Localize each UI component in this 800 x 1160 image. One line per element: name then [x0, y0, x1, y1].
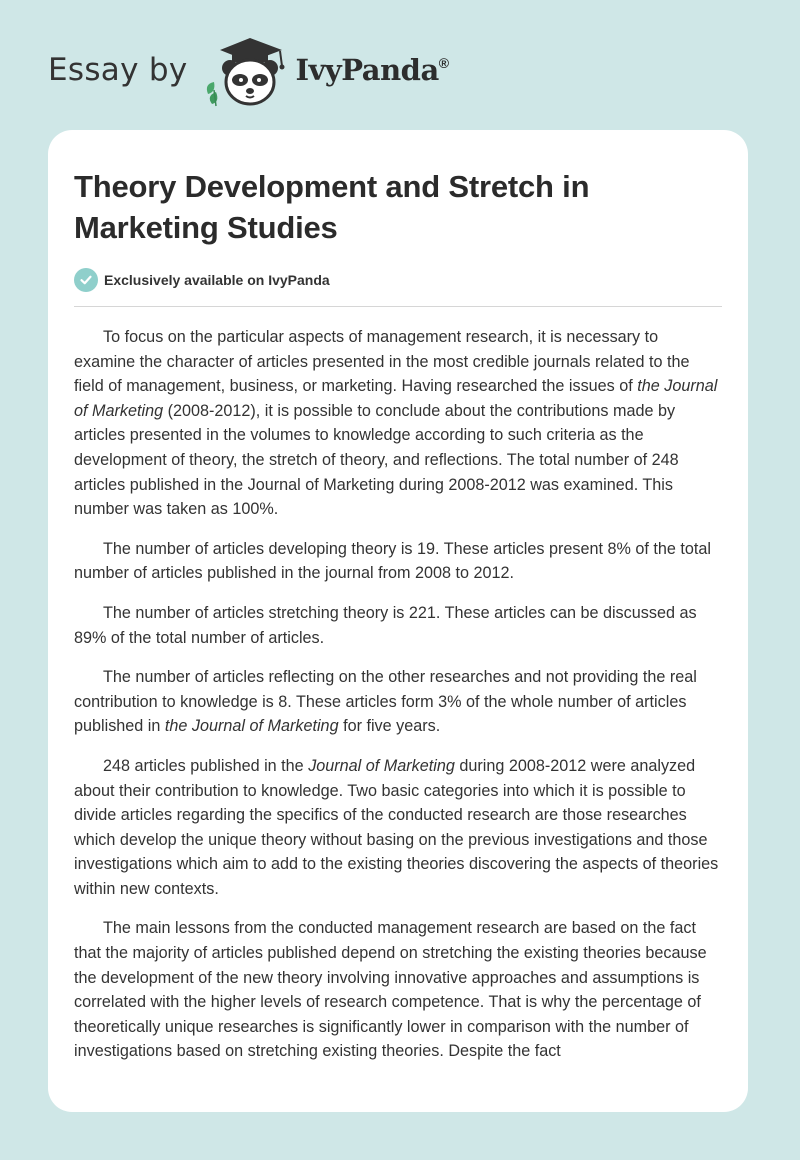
- paragraph: The main lessons from the conducted management research are based on the fact that the majority of articles published depend on stretching the existing theories because the development of the new theory involving innovative approaches and assumptions is correlated with the higher levels of research competence. That is why the percentage of theoretically unique researches is significantly lower in comparison with the number of investigations based on stretching existing theories. Despite the fact: [74, 919, 707, 1061]
- paragraph: The number of articles reflecting on the other researches and not providing the real contribution to knowledge is 8. These articles form 3% of the whole number of articles published in the Journal of Marketing for five years.: [74, 668, 697, 736]
- exclusive-label: Exclusively available on IvyPanda: [104, 272, 330, 288]
- brand-name[interactable]: IvyPanda®: [295, 53, 449, 87]
- paragraph: The number of articles stretching theory is 221. These articles can be discussed as 89% of the total number of articles.: [74, 603, 697, 647]
- exclusive-badge: [74, 268, 722, 292]
- paragraph: The number of articles developing theory is 19. These articles present 8% of the total number of articles published in the journal from 2008 to 2012.: [74, 539, 711, 583]
- divider: [74, 306, 722, 307]
- essay-card: [48, 130, 748, 1112]
- essay-body: [74, 325, 722, 1064]
- essay-by-label: Essay by: [48, 52, 188, 88]
- paragraph: To focus on the particular aspects of management research, it is necessary to examine the character of articles presented in the most credible journals related to the field of management, business, or marketing. Having researched the issues of the Journal of Marketing (2008-2012), it is possible to conclude about the contributions made by articles presented in the volumes to knowledge according to such criteria as the development of theory, the stretch of theory, and reflections. The total number of 248 articles published in the Journal of Marketing during 2008-2012 was examined. This number was taken as 100%.: [74, 328, 718, 519]
- check-circle-icon: [74, 268, 98, 292]
- panda-graduate-icon: [202, 32, 294, 108]
- site-header: [48, 30, 449, 110]
- page-title: Theory Development and Stretch in Marketing Studies: [74, 169, 590, 245]
- paragraph: 248 articles published in the Journal of Marketing during 2008-2012 were analyzed about their contribution to knowledge. Two basic categories into which it is possible to divide articles regarding the specifics of the conducted research are those researches which develop the unique theory without basing on the previous investigations and those investigations which aim to add to the existing theories discovering the aspects of theories within new contexts.: [74, 756, 719, 898]
